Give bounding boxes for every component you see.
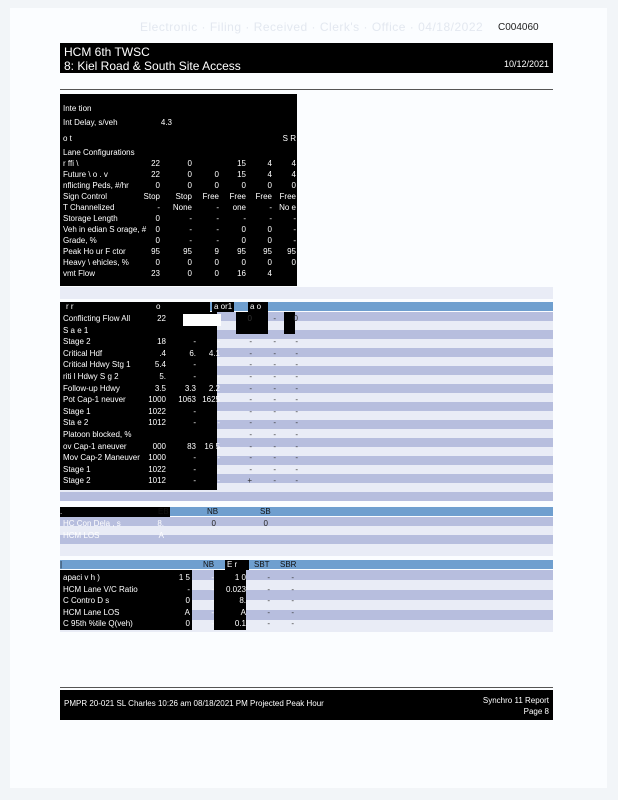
- cell: -: [291, 619, 294, 628]
- lane-row: [60, 608, 300, 618]
- cell: 3.3: [184, 383, 196, 393]
- approach-row: [60, 531, 280, 541]
- cell: -: [273, 372, 276, 381]
- row-label: HCM Lane V/C Ratio: [63, 584, 138, 594]
- cell: -: [295, 464, 298, 474]
- row-label: HCM Lane LOS: [63, 607, 120, 617]
- cell: -: [249, 360, 252, 370]
- lane-label: |: [60, 560, 63, 569]
- cell: Stop: [175, 192, 192, 201]
- cell: one: [232, 203, 246, 212]
- cell: -: [295, 476, 298, 486]
- cell: -: [193, 406, 196, 416]
- major-minor-col1: o: [156, 302, 161, 311]
- cell: 0: [155, 236, 160, 245]
- cell: -: [273, 430, 276, 439]
- cell: A: [184, 607, 190, 617]
- cell: -: [193, 418, 196, 428]
- movement-row: [60, 192, 297, 202]
- cell: 95: [263, 247, 272, 256]
- cell: -: [193, 476, 196, 486]
- approach-eb: EB: [158, 507, 169, 516]
- approach-label: .: [60, 507, 63, 516]
- cell: -: [267, 619, 270, 628]
- cell: 0: [214, 269, 219, 278]
- report-date: 10/12/2021: [503, 59, 549, 69]
- conflict-row: [60, 326, 300, 336]
- cell: Free: [279, 192, 296, 201]
- cell: 95: [287, 247, 296, 256]
- approach-row: [60, 519, 280, 529]
- cell: -: [216, 214, 219, 223]
- cell: +: [247, 476, 252, 486]
- cell: 0: [185, 619, 190, 628]
- cell: 6: [191, 314, 196, 323]
- cell: 83: [187, 441, 196, 451]
- movement-row: [60, 269, 297, 279]
- footer-left: PMPR 20-021 SL Charles 10:26 am 08/18/2021 PM Projected Peak Hour: [64, 699, 324, 708]
- cell: -: [216, 236, 219, 245]
- cell: -: [217, 453, 220, 463]
- cell: 6.: [189, 348, 196, 358]
- cell: -: [211, 607, 214, 617]
- row-label: Sign Control: [63, 192, 108, 201]
- cell: -: [217, 418, 220, 428]
- movement-row: [60, 148, 297, 158]
- conflict-row: [60, 395, 300, 405]
- row-label: HCM LOS: [63, 531, 100, 540]
- cell: 16: [237, 269, 246, 278]
- conflict-row: [60, 453, 300, 463]
- conflict-row: [60, 360, 300, 370]
- cell: No e: [279, 203, 296, 212]
- row-label: Conflicting Flow All: [63, 314, 131, 323]
- row-label: Pot Cap-1 neuver: [63, 395, 126, 405]
- row-label: ov Cap-1 aneuver: [63, 441, 127, 451]
- cell: -: [295, 372, 298, 381]
- cell: 0: [155, 214, 160, 223]
- cell: -: [295, 441, 298, 451]
- lane-row: [60, 573, 300, 583]
- row-label: C 95th %tile Q(veh): [63, 619, 133, 628]
- int-delay-label: Int Delay, s/veh: [63, 118, 118, 127]
- cell: -: [217, 464, 220, 474]
- cell: 1022: [148, 406, 166, 416]
- cell: -: [295, 337, 298, 347]
- movement-row: [60, 214, 297, 224]
- lane-row: [60, 619, 300, 629]
- cell: 0: [267, 181, 272, 190]
- conflict-row: [60, 372, 300, 382]
- lane-row: [60, 585, 300, 595]
- cell: 0: [211, 519, 216, 528]
- conflict-row: [60, 465, 300, 475]
- cell: 15: [237, 170, 246, 179]
- row-label: Stage 1: [63, 406, 91, 416]
- cell: -: [217, 337, 220, 347]
- cell: 0: [247, 314, 252, 323]
- row-label: Lane Configurations: [63, 148, 135, 157]
- movement-table: [60, 94, 297, 286]
- cell: -: [217, 372, 220, 381]
- cell: -: [293, 225, 296, 234]
- cell: 0: [187, 170, 192, 179]
- cell: 0: [241, 181, 246, 190]
- int-delay-row: [60, 118, 297, 128]
- cell: -: [293, 236, 296, 245]
- cell: -: [249, 464, 252, 474]
- cell: 1022: [148, 464, 166, 474]
- lane-col-sbt: SBT: [254, 560, 270, 569]
- cell: 4: [291, 170, 296, 179]
- conflict-row: [60, 337, 300, 347]
- cell: -: [267, 607, 270, 617]
- cell: 0: [185, 596, 190, 605]
- cell: 5.: [159, 372, 166, 381]
- cell: 0.023: [225, 584, 246, 594]
- row-label: vmt Flow: [63, 269, 95, 278]
- cell: 0: [241, 225, 246, 234]
- cell: -: [217, 360, 220, 370]
- footer-divider: [60, 687, 553, 688]
- spacer-band: [60, 287, 553, 299]
- cell: -: [249, 372, 252, 381]
- cell: -: [291, 584, 294, 594]
- cell: -: [273, 348, 276, 358]
- cell: -: [211, 596, 214, 605]
- cell: -: [293, 214, 296, 223]
- cell: 95: [183, 247, 192, 256]
- cell: 23: [151, 269, 160, 278]
- cell: -: [273, 418, 276, 428]
- row-label: Future \ o . v: [63, 170, 108, 179]
- cell: -: [249, 383, 252, 393]
- cell: -: [189, 236, 192, 245]
- cell: 8: [215, 314, 220, 323]
- movement-col-6: S R: [282, 134, 296, 143]
- cell: -: [291, 607, 294, 617]
- cell: 16 5: [204, 441, 220, 451]
- cell: Free: [255, 192, 272, 201]
- cell: 5.4: [154, 360, 166, 370]
- conflict-row: [60, 407, 300, 417]
- row-label: T Channelized: [63, 203, 115, 212]
- major2-label: a o: [250, 302, 262, 311]
- cell: 1 5: [178, 573, 190, 582]
- cell: -: [273, 441, 276, 451]
- cell: 0: [241, 236, 246, 245]
- row-label: Peak Ho ur F ctor: [63, 247, 126, 256]
- cell: -: [295, 430, 298, 439]
- divider: [60, 89, 553, 90]
- cell: 0: [291, 258, 296, 267]
- cell: -: [211, 573, 214, 582]
- cell: -: [291, 573, 294, 582]
- cell: -: [157, 203, 160, 212]
- cell: 1000: [148, 453, 166, 463]
- cell: -: [189, 214, 192, 223]
- table-band: [60, 492, 553, 501]
- movement-row: [60, 225, 297, 235]
- cell: 22: [151, 159, 160, 168]
- intersection-row: [60, 104, 297, 114]
- cell: -: [189, 225, 192, 234]
- row-label: Heavy \ ehicles, %: [63, 258, 129, 267]
- cell: 9: [214, 247, 219, 256]
- cell: 8.: [157, 519, 164, 528]
- cell: -: [249, 395, 252, 405]
- cell: 0: [155, 225, 160, 234]
- row-label: Stage 2: [63, 337, 91, 347]
- row-label: Stage 1: [63, 464, 91, 474]
- row-label: Follow-up Hdwy: [63, 383, 120, 393]
- major-minor-label: r r: [66, 302, 74, 311]
- cell: 1012: [148, 476, 166, 486]
- cell: 3.5: [154, 383, 166, 393]
- lane-row: [60, 596, 300, 606]
- cell: -: [267, 584, 270, 594]
- cell: -: [273, 383, 276, 393]
- cell: -: [211, 619, 214, 628]
- row-label: Sta e 2: [63, 418, 89, 428]
- cell: -: [273, 337, 276, 347]
- cell: 0: [155, 181, 160, 190]
- cell: 000: [152, 441, 166, 451]
- cell: -: [273, 453, 276, 463]
- cell: -: [249, 348, 252, 358]
- cell: 22: [151, 170, 160, 179]
- cell: -: [211, 584, 214, 594]
- row-label: Critical Hdwy Stg 1: [63, 360, 131, 370]
- cell: -: [249, 453, 252, 463]
- row-label: HC Con Dela , s: [63, 519, 121, 528]
- conflict-row: [60, 384, 300, 394]
- row-label: riti l Hdwy S g 2: [63, 372, 119, 381]
- cell: 0: [187, 269, 192, 278]
- cell: -: [216, 225, 219, 234]
- cell: 4: [291, 159, 296, 168]
- cell: 0: [267, 225, 272, 234]
- footer-report: Synchro 11 Report: [482, 696, 549, 705]
- conflict-row: [60, 418, 300, 428]
- cell: 4: [267, 170, 272, 179]
- cell: -: [269, 214, 272, 223]
- filing-stamp: Electronic · Filing · Received · Clerk's · Office · 04/18/2022: [140, 20, 484, 34]
- cell: -: [291, 596, 294, 605]
- lane-col-ebr: E r: [227, 560, 238, 569]
- major2-box: [248, 302, 268, 312]
- cell: 1012: [148, 418, 166, 428]
- row-label: nflicting Peds, #/hr: [63, 181, 129, 190]
- cell: -: [273, 476, 276, 486]
- cell: Stop: [143, 192, 160, 201]
- footer-page: Page 8: [523, 707, 549, 716]
- cell: -: [193, 464, 196, 474]
- conflict-row: [60, 314, 300, 324]
- row-label: apaci v h ): [63, 573, 100, 582]
- conflict-row: [60, 442, 300, 452]
- cell: 0: [241, 258, 246, 267]
- document-id: C004060: [498, 22, 539, 33]
- cell: -: [273, 360, 276, 370]
- major1-box: [212, 302, 234, 312]
- movement-row: [60, 170, 297, 180]
- cell: 0: [291, 181, 296, 190]
- cell: -: [193, 337, 196, 347]
- cell: -: [295, 406, 298, 416]
- movement-row: [60, 258, 297, 268]
- cell: 0: [293, 314, 298, 323]
- movement-label: o t: [63, 134, 72, 143]
- row-label: Veh in edian S orage, #: [63, 225, 147, 234]
- movement-row: [60, 236, 297, 246]
- cell: 0: [187, 181, 192, 190]
- cell: -: [193, 360, 196, 370]
- cell: -: [267, 596, 270, 605]
- cell: 22: [157, 314, 166, 323]
- cell: -: [243, 214, 246, 223]
- intersection-label: Inte tion: [63, 104, 92, 113]
- cell: -: [295, 348, 298, 358]
- cell: -: [269, 203, 272, 212]
- movement-row: [60, 203, 297, 213]
- cell: -: [187, 584, 190, 594]
- cell: -: [249, 406, 252, 416]
- cell: 8.: [239, 596, 246, 605]
- cell: -: [267, 573, 270, 582]
- cell: 0: [155, 258, 160, 267]
- cell: 1 0: [234, 573, 246, 582]
- lane-header: [60, 560, 553, 569]
- cell: None: [172, 203, 192, 212]
- cell: -: [249, 418, 252, 428]
- cell: Free: [229, 192, 246, 201]
- cell: 95: [151, 247, 160, 256]
- conflict-row: [60, 430, 300, 440]
- cell: 4.1: [208, 348, 220, 358]
- report-title: HCM 6th TWSC: [64, 45, 150, 59]
- cell: 2.2: [208, 383, 220, 393]
- cell: -: [295, 360, 298, 370]
- cell: 0.1: [234, 619, 246, 628]
- cell: Free: [202, 192, 219, 201]
- cell: 0: [263, 519, 268, 528]
- approach-band-4: [60, 544, 553, 556]
- cell: 18: [157, 337, 166, 347]
- cell: A: [240, 607, 246, 617]
- cell: -: [217, 406, 220, 416]
- lane-col-nb: NB: [203, 560, 215, 569]
- cell: -: [193, 372, 196, 381]
- row-label: Critical Hdf: [63, 348, 103, 358]
- cell: 0: [267, 258, 272, 267]
- cell: -: [295, 395, 298, 405]
- movement-header-row: [60, 134, 297, 144]
- row-label: Storage Length: [63, 214, 118, 223]
- cell: 15: [237, 159, 246, 168]
- cell: 0: [187, 258, 192, 267]
- major-minor-header-box: [60, 302, 210, 312]
- row-label: C Contro D s: [63, 596, 110, 605]
- approach-nb: NB: [207, 507, 219, 516]
- cell: 4: [267, 159, 272, 168]
- major1-label: a or1: [214, 302, 233, 311]
- cell: -: [193, 453, 196, 463]
- cell: -: [249, 430, 252, 439]
- cell: A: [158, 531, 164, 540]
- cell: 1000: [148, 395, 166, 405]
- row-label: Stage 2: [63, 476, 91, 486]
- lane-col-sbr: SBR: [280, 560, 297, 569]
- report-subtitle: 8: Kiel Road & South Site Access: [64, 59, 241, 73]
- cell: -: [295, 453, 298, 463]
- cell: 0: [214, 170, 219, 179]
- cell: -: [249, 441, 252, 451]
- cell: 0: [267, 236, 272, 245]
- cell: -: [273, 314, 276, 323]
- cell: 0: [187, 159, 192, 168]
- cell: -: [216, 203, 219, 212]
- movement-row: [60, 247, 297, 257]
- report-header: [60, 43, 553, 73]
- cell: -: [273, 464, 276, 474]
- report-footer: [60, 690, 553, 720]
- row-label: Grade, %: [63, 236, 97, 245]
- cell: .4: [159, 348, 166, 358]
- cell: 1063: [178, 395, 196, 405]
- cell: 95: [237, 247, 246, 256]
- approach-sb: SB: [260, 507, 271, 516]
- cell: -: [273, 406, 276, 416]
- conflict-row: [60, 476, 300, 486]
- cell: -: [217, 476, 220, 486]
- cell: -: [249, 337, 252, 347]
- conflict-row: [60, 349, 300, 359]
- row-label: Platoon blocked, %: [63, 430, 132, 439]
- movement-row: [60, 181, 297, 191]
- cell: -: [273, 395, 276, 405]
- cell: 1625: [202, 395, 220, 405]
- cell: 0: [214, 258, 219, 267]
- row-label: Mov Cap-2 Maneuver: [63, 453, 140, 463]
- int-delay-value: 4.3: [160, 118, 172, 127]
- row-label: r ffi \: [63, 159, 79, 168]
- cell: -: [295, 383, 298, 393]
- cell: -: [295, 418, 298, 428]
- cell: 0: [214, 181, 219, 190]
- row-label: S a e 1: [63, 325, 89, 335]
- cell: 4: [267, 269, 272, 278]
- movement-row: [60, 159, 297, 169]
